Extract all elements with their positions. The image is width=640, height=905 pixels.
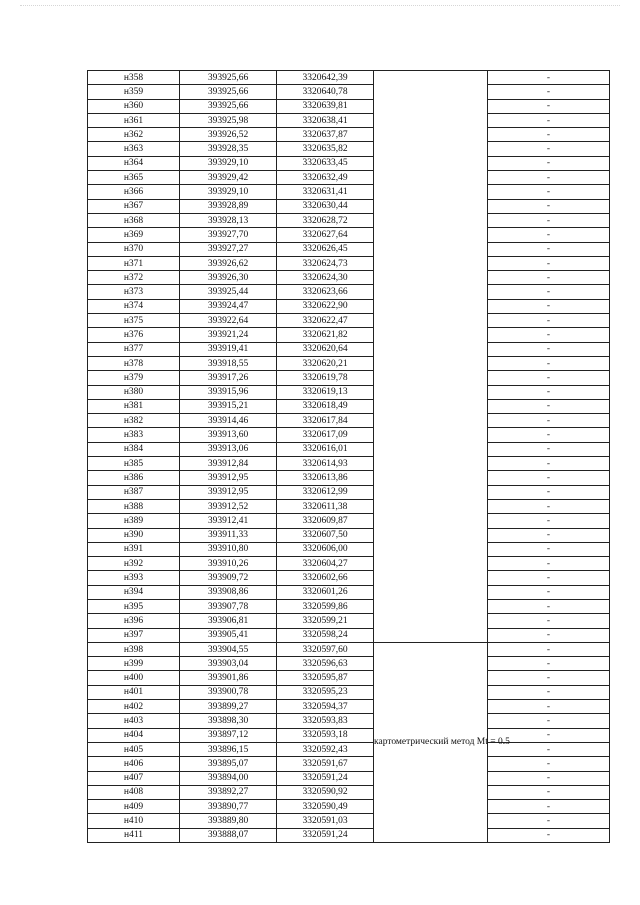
- method-cell: картометрический метод Mt = 0.5: [374, 642, 488, 842]
- point-name-cell: н378: [88, 356, 180, 370]
- note-cell: -: [488, 542, 610, 556]
- y-coordinate-cell: 3320633,45: [277, 156, 374, 170]
- x-coordinate-cell: 393915,96: [180, 385, 277, 399]
- point-name-cell: н405: [88, 742, 180, 756]
- x-coordinate-cell: 393912,95: [180, 471, 277, 485]
- x-coordinate-cell: 393918,55: [180, 356, 277, 370]
- table-row: [88, 85, 610, 99]
- point-name-cell: н391: [88, 542, 180, 556]
- x-coordinate-cell: 393929,10: [180, 185, 277, 199]
- point-name-cell: н365: [88, 171, 180, 185]
- note-cell: -: [488, 499, 610, 513]
- y-coordinate-cell: 3320591,67: [277, 757, 374, 771]
- table-row: [88, 757, 610, 771]
- table-row: [88, 156, 610, 170]
- table-row: [88, 800, 610, 814]
- table-row: [88, 228, 610, 242]
- x-coordinate-cell: 393925,66: [180, 71, 277, 85]
- point-name-cell: н411: [88, 828, 180, 842]
- y-coordinate-cell: 3320613,86: [277, 471, 374, 485]
- y-coordinate-cell: 3320616,01: [277, 442, 374, 456]
- point-name-cell: н382: [88, 414, 180, 428]
- note-cell: -: [488, 514, 610, 528]
- point-name-cell: н362: [88, 128, 180, 142]
- point-name-cell: н395: [88, 599, 180, 613]
- table-row: [88, 714, 610, 728]
- table-row: [88, 242, 610, 256]
- table-row: [88, 71, 610, 85]
- point-name-cell: н358: [88, 71, 180, 85]
- y-coordinate-cell: 3320624,30: [277, 271, 374, 285]
- note-cell: -: [488, 642, 610, 656]
- table-row: [88, 814, 610, 828]
- note-cell: -: [488, 113, 610, 127]
- note-cell: -: [488, 185, 610, 199]
- point-name-cell: н373: [88, 285, 180, 299]
- note-cell: -: [488, 571, 610, 585]
- point-name-cell: н368: [88, 213, 180, 227]
- note-cell: -: [488, 628, 610, 642]
- x-coordinate-cell: 393910,26: [180, 557, 277, 571]
- note-cell: -: [488, 314, 610, 328]
- table-row: [88, 785, 610, 799]
- y-coordinate-cell: 3320595,87: [277, 671, 374, 685]
- x-coordinate-cell: 393910,80: [180, 542, 277, 556]
- x-coordinate-cell: 393928,89: [180, 199, 277, 213]
- point-name-cell: н400: [88, 671, 180, 685]
- table-row: [88, 671, 610, 685]
- table-row: [88, 213, 610, 227]
- y-coordinate-cell: 3320621,82: [277, 328, 374, 342]
- point-name-cell: н376: [88, 328, 180, 342]
- x-coordinate-cell: 393896,15: [180, 742, 277, 756]
- x-coordinate-cell: 393919,41: [180, 342, 277, 356]
- method-cell: [374, 71, 488, 643]
- table-row: [88, 542, 610, 556]
- note-cell: -: [488, 428, 610, 442]
- x-coordinate-cell: 393912,41: [180, 514, 277, 528]
- note-cell: -: [488, 242, 610, 256]
- y-coordinate-cell: 3320596,63: [277, 657, 374, 671]
- table-row: [88, 828, 610, 842]
- x-coordinate-cell: 393892,27: [180, 785, 277, 799]
- y-coordinate-cell: 3320617,84: [277, 414, 374, 428]
- table-row: [88, 742, 610, 756]
- x-coordinate-cell: 393912,95: [180, 485, 277, 499]
- y-coordinate-cell: 3320638,41: [277, 113, 374, 127]
- x-coordinate-cell: 393914,46: [180, 414, 277, 428]
- y-coordinate-cell: 3320612,99: [277, 485, 374, 499]
- x-coordinate-cell: 393921,24: [180, 328, 277, 342]
- x-coordinate-cell: 393928,13: [180, 213, 277, 227]
- point-name-cell: н388: [88, 499, 180, 513]
- point-name-cell: н374: [88, 299, 180, 313]
- y-coordinate-cell: 3320591,24: [277, 771, 374, 785]
- point-name-cell: н392: [88, 557, 180, 571]
- x-coordinate-cell: 393927,27: [180, 242, 277, 256]
- point-name-cell: н372: [88, 271, 180, 285]
- point-name-cell: н409: [88, 800, 180, 814]
- x-coordinate-cell: 393904,55: [180, 642, 277, 656]
- note-cell: -: [488, 614, 610, 628]
- point-name-cell: н371: [88, 256, 180, 270]
- y-coordinate-cell: 3320628,72: [277, 213, 374, 227]
- point-name-cell: н386: [88, 471, 180, 485]
- y-coordinate-cell: 3320607,50: [277, 528, 374, 542]
- note-cell: -: [488, 585, 610, 599]
- y-coordinate-cell: 3320609,87: [277, 514, 374, 528]
- table-row: [88, 728, 610, 742]
- point-name-cell: н398: [88, 642, 180, 656]
- note-cell: -: [488, 671, 610, 685]
- x-coordinate-cell: 393926,52: [180, 128, 277, 142]
- y-coordinate-cell: 3320622,90: [277, 299, 374, 313]
- table-row: [88, 199, 610, 213]
- x-coordinate-cell: 393929,42: [180, 171, 277, 185]
- table-row: [88, 314, 610, 328]
- point-name-cell: н366: [88, 185, 180, 199]
- table-row: [88, 185, 610, 199]
- point-name-cell: н396: [88, 614, 180, 628]
- y-coordinate-cell: 3320630,44: [277, 199, 374, 213]
- x-coordinate-cell: 393926,62: [180, 256, 277, 270]
- y-coordinate-cell: 3320637,87: [277, 128, 374, 142]
- y-coordinate-cell: 3320592,43: [277, 742, 374, 756]
- y-coordinate-cell: 3320623,66: [277, 285, 374, 299]
- note-cell: -: [488, 271, 610, 285]
- table-row: [88, 356, 610, 370]
- note-cell: -: [488, 85, 610, 99]
- point-name-cell: н397: [88, 628, 180, 642]
- note-cell: -: [488, 128, 610, 142]
- note-cell: -: [488, 299, 610, 313]
- table-row: [88, 557, 610, 571]
- point-name-cell: н385: [88, 457, 180, 471]
- x-coordinate-cell: 393903,04: [180, 657, 277, 671]
- table-row: [88, 528, 610, 542]
- table-row: [88, 299, 610, 313]
- note-cell: -: [488, 71, 610, 85]
- x-coordinate-cell: 393926,30: [180, 271, 277, 285]
- point-name-cell: н363: [88, 142, 180, 156]
- note-cell: -: [488, 700, 610, 714]
- y-coordinate-cell: 3320619,78: [277, 371, 374, 385]
- table-row: [88, 342, 610, 356]
- note-cell: -: [488, 528, 610, 542]
- point-name-cell: н390: [88, 528, 180, 542]
- y-coordinate-cell: 3320597,60: [277, 642, 374, 656]
- x-coordinate-cell: 393925,98: [180, 113, 277, 127]
- x-coordinate-cell: 393912,84: [180, 457, 277, 471]
- table-row: [88, 328, 610, 342]
- point-name-cell: н407: [88, 771, 180, 785]
- y-coordinate-cell: 3320599,21: [277, 614, 374, 628]
- coordinates-table: [87, 70, 610, 843]
- y-coordinate-cell: 3320606,00: [277, 542, 374, 556]
- x-coordinate-cell: 393913,60: [180, 428, 277, 442]
- x-coordinate-cell: 393917,26: [180, 371, 277, 385]
- point-name-cell: н360: [88, 99, 180, 113]
- y-coordinate-cell: 3320595,23: [277, 685, 374, 699]
- page-header-artifact: [20, 5, 620, 12]
- point-name-cell: н379: [88, 371, 180, 385]
- y-coordinate-cell: 3320620,21: [277, 356, 374, 370]
- table-row: [88, 499, 610, 513]
- note-cell: -: [488, 471, 610, 485]
- y-coordinate-cell: 3320604,27: [277, 557, 374, 571]
- note-cell: -: [488, 228, 610, 242]
- note-cell: -: [488, 785, 610, 799]
- table-row: [88, 585, 610, 599]
- table-row: [88, 599, 610, 613]
- point-name-cell: н406: [88, 757, 180, 771]
- table-row: [88, 128, 610, 142]
- table-row: [88, 700, 610, 714]
- x-coordinate-cell: 393927,70: [180, 228, 277, 242]
- table-row: [88, 99, 610, 113]
- x-coordinate-cell: 393897,12: [180, 728, 277, 742]
- point-name-cell: н369: [88, 228, 180, 242]
- y-coordinate-cell: 3320590,49: [277, 800, 374, 814]
- note-cell: -: [488, 171, 610, 185]
- point-name-cell: н408: [88, 785, 180, 799]
- note-cell: -: [488, 199, 610, 213]
- table-row: [88, 657, 610, 671]
- point-name-cell: н389: [88, 514, 180, 528]
- table-row: [88, 771, 610, 785]
- y-coordinate-cell: 3320619,13: [277, 385, 374, 399]
- table-row: [88, 614, 610, 628]
- point-name-cell: н381: [88, 399, 180, 413]
- y-coordinate-cell: 3320594,37: [277, 700, 374, 714]
- y-coordinate-cell: 3320617,09: [277, 428, 374, 442]
- point-name-cell: н387: [88, 485, 180, 499]
- note-cell: -: [488, 99, 610, 113]
- note-cell: -: [488, 342, 610, 356]
- x-coordinate-cell: 393925,44: [180, 285, 277, 299]
- x-coordinate-cell: 393907,78: [180, 599, 277, 613]
- x-coordinate-cell: 393900,78: [180, 685, 277, 699]
- x-coordinate-cell: 393905,41: [180, 628, 277, 642]
- note-cell: -: [488, 828, 610, 842]
- y-coordinate-cell: 3320632,49: [277, 171, 374, 185]
- x-coordinate-cell: 393909,72: [180, 571, 277, 585]
- y-coordinate-cell: 3320599,86: [277, 599, 374, 613]
- y-coordinate-cell: 3320642,39: [277, 71, 374, 85]
- note-cell: -: [488, 457, 610, 471]
- note-cell: -: [488, 757, 610, 771]
- point-name-cell: н380: [88, 385, 180, 399]
- note-cell: -: [488, 814, 610, 828]
- y-coordinate-cell: 3320618,49: [277, 399, 374, 413]
- x-coordinate-cell: 393915,21: [180, 399, 277, 413]
- y-coordinate-cell: 3320601,26: [277, 585, 374, 599]
- table-row: [88, 471, 610, 485]
- table-row: [88, 685, 610, 699]
- note-cell: -: [488, 156, 610, 170]
- note-cell: -: [488, 657, 610, 671]
- point-name-cell: н393: [88, 571, 180, 585]
- y-coordinate-cell: 3320611,38: [277, 499, 374, 513]
- x-coordinate-cell: 393899,27: [180, 700, 277, 714]
- note-cell: -: [488, 371, 610, 385]
- table-row: [88, 271, 610, 285]
- note-cell: -: [488, 728, 610, 742]
- note-cell: -: [488, 442, 610, 456]
- y-coordinate-cell: 3320626,45: [277, 242, 374, 256]
- y-coordinate-cell: 3320614,93: [277, 457, 374, 471]
- x-coordinate-cell: 393894,00: [180, 771, 277, 785]
- x-coordinate-cell: 393889,80: [180, 814, 277, 828]
- x-coordinate-cell: 393913,06: [180, 442, 277, 456]
- point-name-cell: н399: [88, 657, 180, 671]
- table-row: [88, 414, 610, 428]
- table-row: [88, 171, 610, 185]
- x-coordinate-cell: 393906,81: [180, 614, 277, 628]
- note-cell: -: [488, 414, 610, 428]
- x-coordinate-cell: 393888,07: [180, 828, 277, 842]
- x-coordinate-cell: 393912,52: [180, 499, 277, 513]
- table-row: [88, 256, 610, 270]
- x-coordinate-cell: 393890,77: [180, 800, 277, 814]
- note-cell: -: [488, 213, 610, 227]
- y-coordinate-cell: 3320591,03: [277, 814, 374, 828]
- note-cell: -: [488, 328, 610, 342]
- point-name-cell: н361: [88, 113, 180, 127]
- table-row: [88, 399, 610, 413]
- x-coordinate-cell: 393925,66: [180, 85, 277, 99]
- y-coordinate-cell: 3320640,78: [277, 85, 374, 99]
- x-coordinate-cell: 393898,30: [180, 714, 277, 728]
- coordinates-table-body: [88, 71, 610, 843]
- point-name-cell: н383: [88, 428, 180, 442]
- table-row: [88, 442, 610, 456]
- x-coordinate-cell: 393895,07: [180, 757, 277, 771]
- table-row: [88, 514, 610, 528]
- table-row: [88, 628, 610, 642]
- y-coordinate-cell: 3320624,73: [277, 256, 374, 270]
- y-coordinate-cell: 3320639,81: [277, 99, 374, 113]
- table-row: [88, 428, 610, 442]
- table-row: [88, 571, 610, 585]
- x-coordinate-cell: 393928,35: [180, 142, 277, 156]
- point-name-cell: н401: [88, 685, 180, 699]
- point-name-cell: н384: [88, 442, 180, 456]
- note-cell: -: [488, 557, 610, 571]
- point-name-cell: н364: [88, 156, 180, 170]
- y-coordinate-cell: 3320593,83: [277, 714, 374, 728]
- point-name-cell: н370: [88, 242, 180, 256]
- x-coordinate-cell: 393911,33: [180, 528, 277, 542]
- x-coordinate-cell: 393924,47: [180, 299, 277, 313]
- y-coordinate-cell: 3320591,24: [277, 828, 374, 842]
- note-cell: -: [488, 256, 610, 270]
- y-coordinate-cell: 3320593,18: [277, 728, 374, 742]
- y-coordinate-cell: 3320602,66: [277, 571, 374, 585]
- note-cell: -: [488, 399, 610, 413]
- note-cell: -: [488, 285, 610, 299]
- note-cell: -: [488, 714, 610, 728]
- note-cell: -: [488, 800, 610, 814]
- point-name-cell: н359: [88, 85, 180, 99]
- table-row: [88, 642, 610, 656]
- point-name-cell: н402: [88, 700, 180, 714]
- x-coordinate-cell: 393929,10: [180, 156, 277, 170]
- note-cell: -: [488, 685, 610, 699]
- note-cell: -: [488, 142, 610, 156]
- y-coordinate-cell: 3320635,82: [277, 142, 374, 156]
- table-row: [88, 371, 610, 385]
- point-name-cell: н367: [88, 199, 180, 213]
- point-name-cell: н404: [88, 728, 180, 742]
- table-row: [88, 457, 610, 471]
- y-coordinate-cell: 3320631,41: [277, 185, 374, 199]
- note-cell: -: [488, 485, 610, 499]
- point-name-cell: н410: [88, 814, 180, 828]
- table-row: [88, 385, 610, 399]
- point-name-cell: н377: [88, 342, 180, 356]
- y-coordinate-cell: 3320598,24: [277, 628, 374, 642]
- x-coordinate-cell: 393925,66: [180, 99, 277, 113]
- x-coordinate-cell: 393922,64: [180, 314, 277, 328]
- x-coordinate-cell: 393908,86: [180, 585, 277, 599]
- note-cell: -: [488, 742, 610, 756]
- note-cell: -: [488, 599, 610, 613]
- note-cell: -: [488, 385, 610, 399]
- table-row: [88, 485, 610, 499]
- x-coordinate-cell: 393901,86: [180, 671, 277, 685]
- note-cell: -: [488, 356, 610, 370]
- table-row: [88, 142, 610, 156]
- note-cell: -: [488, 771, 610, 785]
- table-row: [88, 113, 610, 127]
- point-name-cell: н375: [88, 314, 180, 328]
- point-name-cell: н403: [88, 714, 180, 728]
- table-row: [88, 285, 610, 299]
- y-coordinate-cell: 3320590,92: [277, 785, 374, 799]
- y-coordinate-cell: 3320622,47: [277, 314, 374, 328]
- y-coordinate-cell: 3320627,64: [277, 228, 374, 242]
- y-coordinate-cell: 3320620,64: [277, 342, 374, 356]
- point-name-cell: н394: [88, 585, 180, 599]
